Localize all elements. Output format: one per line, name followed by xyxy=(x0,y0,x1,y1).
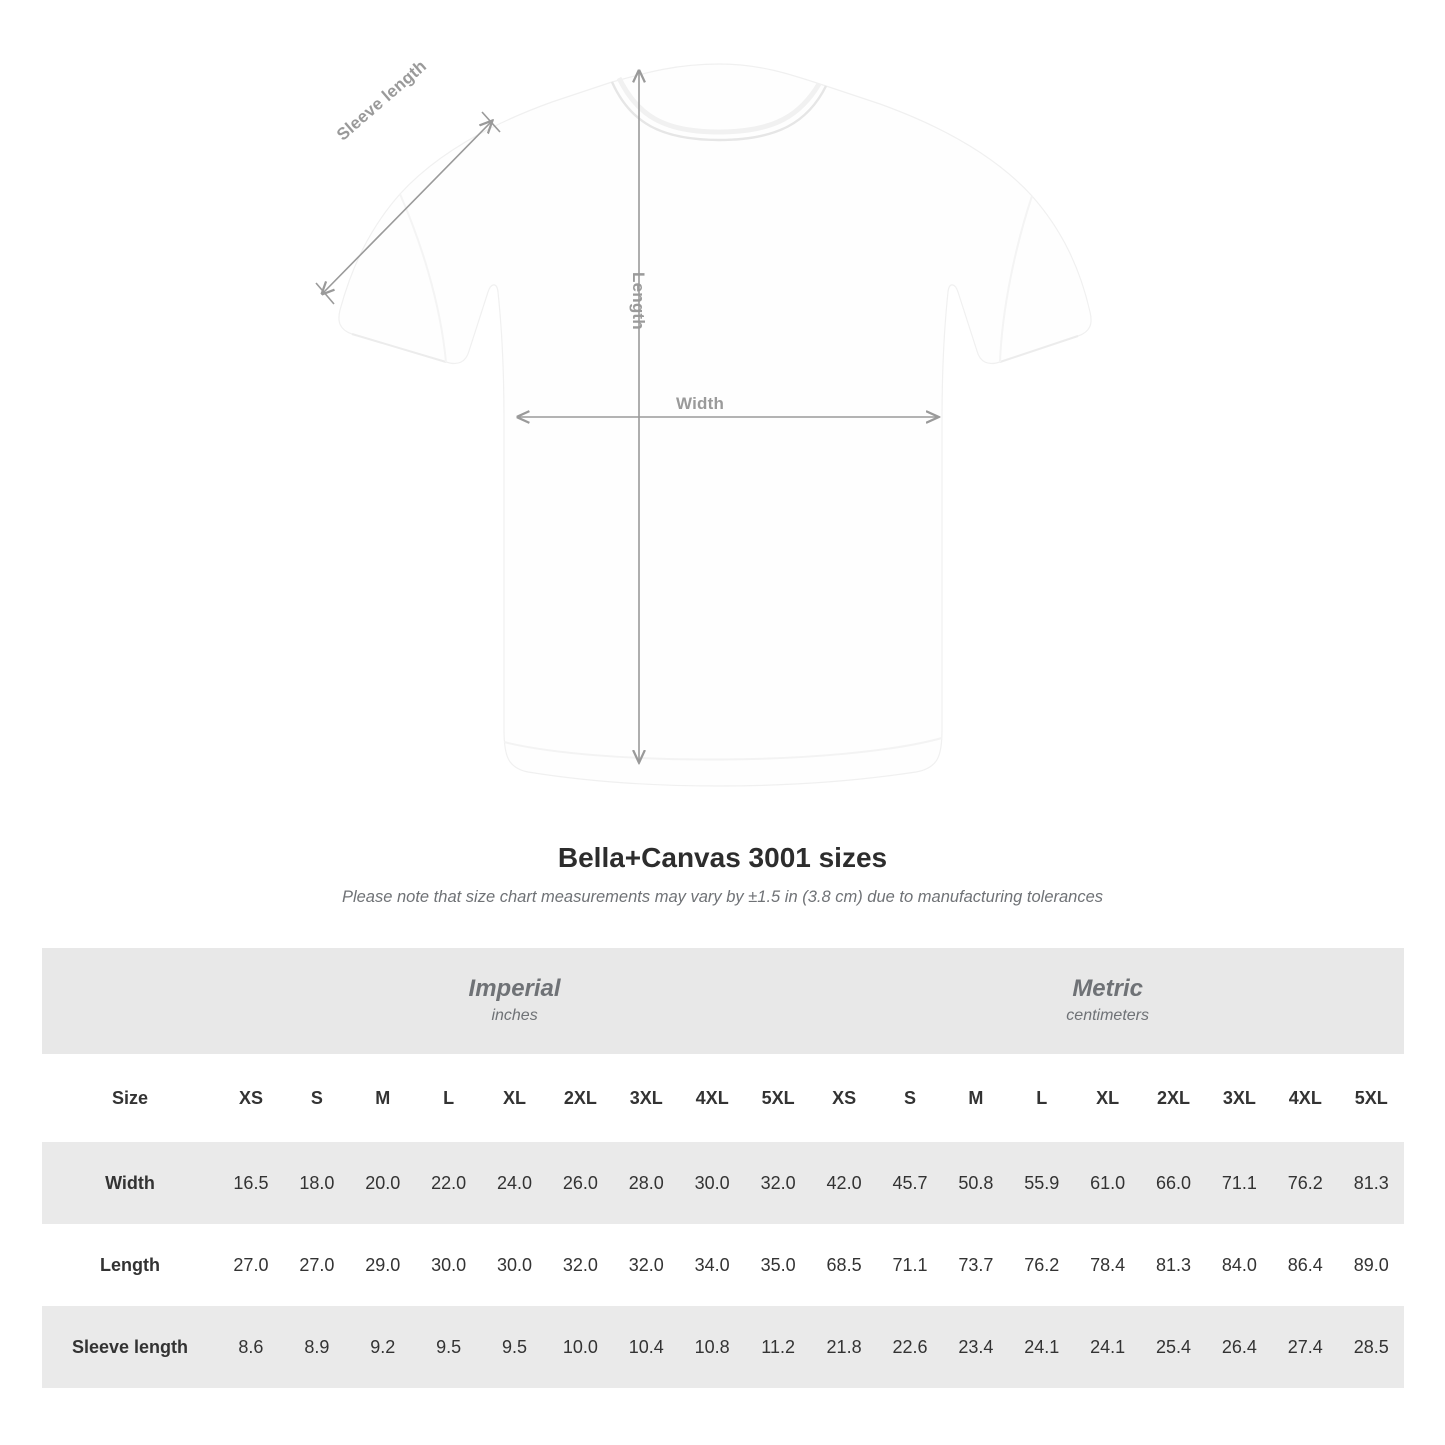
cell-length-1: 27.0 xyxy=(284,1224,350,1306)
page-title: Bella+Canvas 3001 sizes xyxy=(557,842,888,873)
cell-sleeve-7: 10.8 xyxy=(679,1306,745,1388)
cell-width-13: 61.0 xyxy=(1075,1142,1141,1224)
unit-group-imperial-unit: inches xyxy=(491,1007,538,1024)
row-label-sleeve-length: Sleeve length xyxy=(42,1306,218,1388)
header-size-s-metric: S xyxy=(877,1054,943,1142)
unit-header-row xyxy=(42,948,1404,1054)
cell-width-8: 32.0 xyxy=(745,1142,811,1224)
row-label-length: Length xyxy=(42,1224,218,1306)
cell-width-9: 42.0 xyxy=(811,1142,877,1224)
header-size-xs-metric: XS xyxy=(811,1054,877,1142)
unit-group-metric-unit: centimeters xyxy=(1066,1007,1149,1024)
unit-group-imperial-title: Imperial xyxy=(468,975,561,1002)
cell-length-4: 30.0 xyxy=(482,1224,548,1306)
cell-width-11: 50.8 xyxy=(943,1142,1009,1224)
cell-sleeve-8: 11.2 xyxy=(745,1306,811,1388)
unit-group-metric-title: Metric xyxy=(1072,975,1143,1002)
header-size-4xl-imperial: 4XL xyxy=(679,1054,745,1142)
cell-sleeve-12: 24.1 xyxy=(1009,1306,1075,1388)
cell-sleeve-10: 22.6 xyxy=(877,1306,943,1388)
size-table xyxy=(42,948,1404,1388)
cell-width-4: 24.0 xyxy=(482,1142,548,1224)
cell-width-16: 76.2 xyxy=(1272,1142,1338,1224)
cell-length-3: 30.0 xyxy=(416,1224,482,1306)
header-size-xs-imperial: XS xyxy=(218,1054,284,1142)
cell-sleeve-5: 10.0 xyxy=(547,1306,613,1388)
cell-sleeve-2: 9.2 xyxy=(350,1306,416,1388)
cell-width-5: 26.0 xyxy=(547,1142,613,1224)
header-size-3xl-imperial: 3XL xyxy=(613,1054,679,1142)
size-table-wrapper xyxy=(42,948,1404,1388)
cell-width-1: 18.0 xyxy=(284,1142,350,1224)
cell-sleeve-11: 23.4 xyxy=(943,1306,1009,1388)
table-row-width xyxy=(42,1142,1404,1224)
header-size-5xl-metric: 5XL xyxy=(1338,1054,1404,1142)
cell-width-14: 66.0 xyxy=(1141,1142,1207,1224)
cell-sleeve-9: 21.8 xyxy=(811,1306,877,1388)
row-label-width: Width xyxy=(42,1142,218,1224)
cell-length-11: 73.7 xyxy=(943,1224,1009,1306)
cell-length-0: 27.0 xyxy=(218,1224,284,1306)
tshirt-shape xyxy=(339,64,1091,786)
cell-sleeve-17: 28.5 xyxy=(1338,1306,1404,1388)
cell-width-12: 55.9 xyxy=(1009,1142,1075,1224)
cell-length-7: 34.0 xyxy=(679,1224,745,1306)
width-label: Width xyxy=(676,394,725,413)
header-size-m-metric: M xyxy=(943,1054,1009,1142)
cell-width-15: 71.1 xyxy=(1206,1142,1272,1224)
cell-sleeve-1: 8.9 xyxy=(284,1306,350,1388)
cell-sleeve-16: 27.4 xyxy=(1272,1306,1338,1388)
cell-length-5: 32.0 xyxy=(547,1224,613,1306)
cell-length-13: 78.4 xyxy=(1075,1224,1141,1306)
unit-group-metric xyxy=(811,948,1404,1054)
cell-length-12: 76.2 xyxy=(1009,1224,1075,1306)
cell-sleeve-15: 26.4 xyxy=(1206,1306,1272,1388)
table-row-sleeve-length xyxy=(42,1306,1404,1388)
header-size-m-imperial: M xyxy=(350,1054,416,1142)
cell-length-15: 84.0 xyxy=(1206,1224,1272,1306)
sleeve-length-label: Sleeve length xyxy=(333,56,431,145)
cell-length-2: 29.0 xyxy=(350,1224,416,1306)
unit-group-imperial xyxy=(218,948,811,1054)
cell-length-14: 81.3 xyxy=(1141,1224,1207,1306)
header-size-2xl-metric: 2XL xyxy=(1141,1054,1207,1142)
header-size-3xl-metric: 3XL xyxy=(1206,1054,1272,1142)
header-size-4xl-metric: 4XL xyxy=(1272,1054,1338,1142)
cell-sleeve-14: 25.4 xyxy=(1141,1306,1207,1388)
unit-header-spacer xyxy=(42,948,218,1054)
cell-length-10: 71.1 xyxy=(877,1224,943,1306)
header-size-label: Size xyxy=(42,1054,218,1142)
cell-length-16: 86.4 xyxy=(1272,1224,1338,1306)
header-size-xl-metric: XL xyxy=(1075,1054,1141,1142)
header-size-2xl-imperial: 2XL xyxy=(547,1054,613,1142)
header-size-s-imperial: S xyxy=(284,1054,350,1142)
length-label: Length xyxy=(629,272,648,330)
cell-width-0: 16.5 xyxy=(218,1142,284,1224)
cell-width-7: 30.0 xyxy=(679,1142,745,1224)
size-header-row xyxy=(42,1054,1404,1142)
cell-sleeve-13: 24.1 xyxy=(1075,1306,1141,1388)
cell-width-17: 81.3 xyxy=(1338,1142,1404,1224)
cell-width-3: 22.0 xyxy=(416,1142,482,1224)
cell-sleeve-4: 9.5 xyxy=(482,1306,548,1388)
cell-width-10: 45.7 xyxy=(877,1142,943,1224)
cell-length-17: 89.0 xyxy=(1338,1224,1404,1306)
cell-sleeve-3: 9.5 xyxy=(416,1306,482,1388)
cell-width-6: 28.0 xyxy=(613,1142,679,1224)
cell-width-2: 20.0 xyxy=(350,1142,416,1224)
cell-length-8: 35.0 xyxy=(745,1224,811,1306)
cell-length-6: 32.0 xyxy=(613,1224,679,1306)
tolerance-note: Please note that size chart measurements may vary by ±1.5 in (3.8 cm) due to manufacturing tolerances xyxy=(341,888,1104,906)
table-row-length xyxy=(42,1224,1404,1306)
header-size-5xl-imperial: 5XL xyxy=(745,1054,811,1142)
cell-sleeve-0: 8.6 xyxy=(218,1306,284,1388)
header-size-l-imperial: L xyxy=(416,1054,482,1142)
cell-length-9: 68.5 xyxy=(811,1224,877,1306)
cell-sleeve-6: 10.4 xyxy=(613,1306,679,1388)
header-size-l-metric: L xyxy=(1009,1054,1075,1142)
header-size-xl-imperial: XL xyxy=(482,1054,548,1142)
